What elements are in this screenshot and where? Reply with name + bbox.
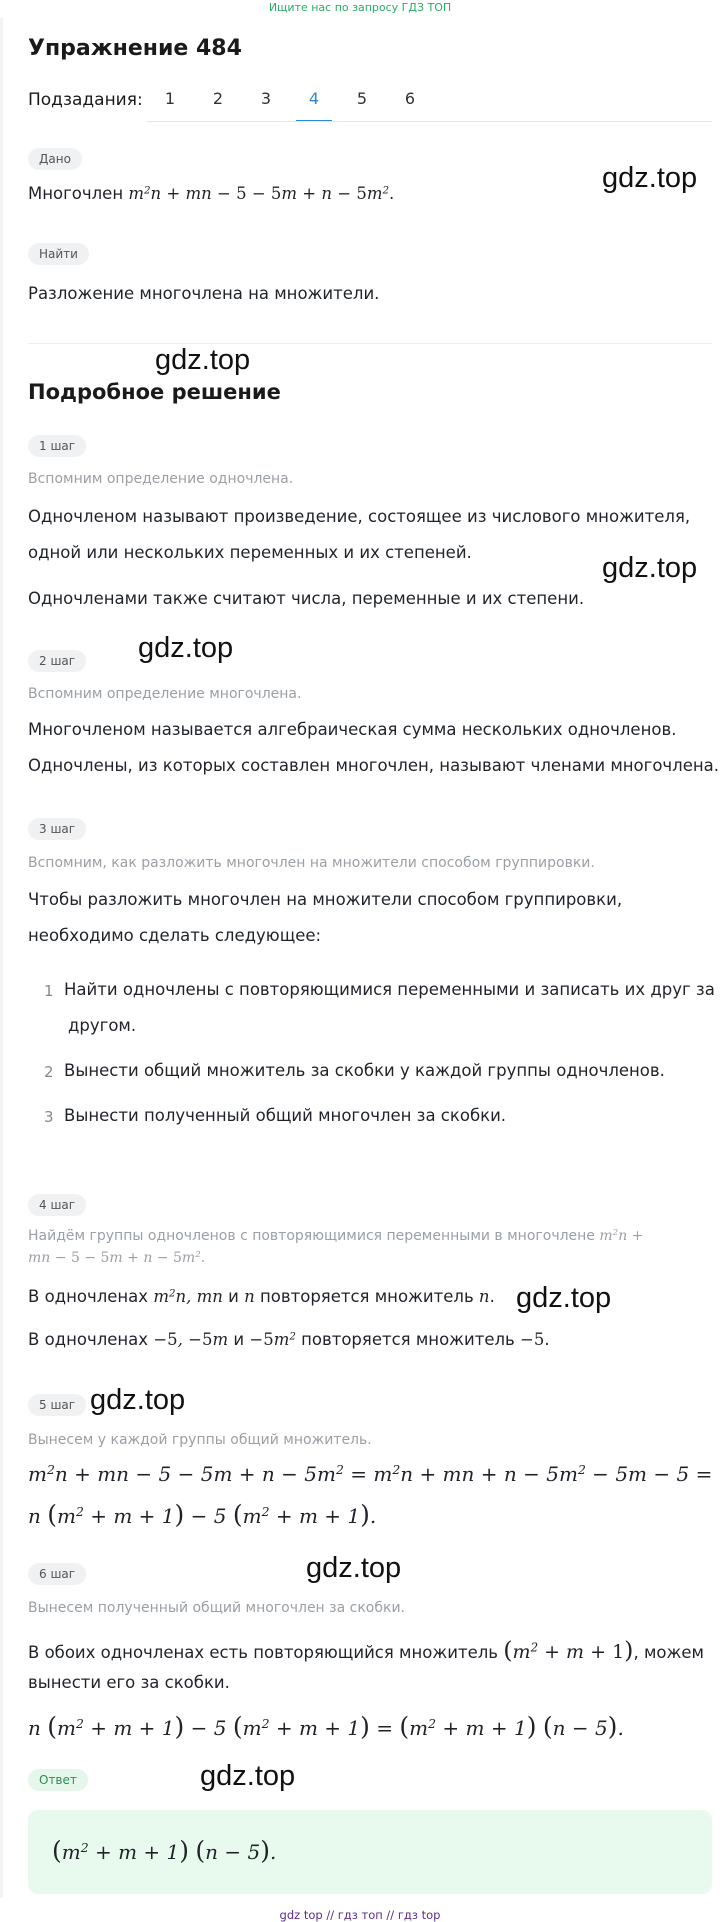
step-badge: 5 шаг [28,1394,86,1416]
text-part: , можем [633,1643,704,1662]
step-text: одной или нескольких переменных и их степеней. [28,543,472,562]
tab-6[interactable]: 6 [404,89,416,108]
step-hint: Вынесем полученный общий многочлен за скобки. [28,1600,405,1616]
step-text: вынести его за скобки. [28,1673,230,1692]
subtask-tabs [146,76,434,122]
step-text [28,1636,704,1664]
step-text: Одночленом называют произведение, состоящее из числового множителя, [28,507,691,526]
math-terms: −5, −5m [153,1330,229,1349]
step-hint [28,1228,643,1244]
step-hint: Вынесем у каждой группы общий множитель. [28,1432,372,1448]
math-term: $(m^2 + m + 1)$ [503,1636,634,1664]
watermark: gdz.top [138,632,234,664]
answer-badge: Ответ [28,1769,88,1791]
list-item: Вынести общий множитель за скобки у каждой группы одночленов. [64,1061,665,1080]
hint-polynomial-cont: mn − $5 - 5m + n - 5m^2$. [28,1250,206,1266]
step-text: необходимо сделать следующее: [28,926,322,945]
equation-line: $m^2n$ + mn − $5 - 5m + n - 5m^2 = m^2n$ + mn + $n - 5m^2 - 5m - 5$ = [28,1462,713,1486]
text-part: В одночленах [28,1330,149,1349]
list-number: 2 [44,1063,54,1081]
answer-formula: $(m^2 + m + 1) (n - 5)$. [52,1836,277,1865]
step-text: Многочленом называется алгебраическая сумма нескольких одночленов. [28,720,677,739]
footer-links[interactable]: gdz top // гдз топ // гдз top [279,1908,441,1922]
tab-2[interactable]: 2 [212,89,224,108]
list-item: Найти одночлены с повторяющимися переменными и записать их друг за [64,980,715,999]
page-title: Упражнение 484 [28,36,242,61]
step-text: Одночленами также считают числа, переменные и их степени. [28,589,585,608]
watermark: gdz.top [602,162,698,194]
step-badge: 4 шаг [28,1194,86,1216]
list-item: Вынести полученный общий многочлен за скобки. [64,1106,507,1125]
given-text: Многочлен $m^2n$ + mn − $5 - 5m + n - 5m^2$. [28,184,395,203]
list-number: 1 [44,982,54,1000]
math-term: n [244,1287,255,1306]
tab-1[interactable]: 1 [164,89,176,108]
step-hint-text: Найдём группы одночленов с повторяющимися переменными в многочлене [28,1228,595,1244]
step-hint: Вспомним определение многочлена. [28,686,302,702]
step-badge: 6 шаг [28,1563,86,1585]
step-hint: Вспомним, как разложить многочлен на множители способом группировки. [28,855,595,871]
list-number: 3 [44,1108,54,1126]
math-term: −5 [520,1330,545,1349]
step-badge: 1 шаг [28,435,86,457]
step-hint: Вспомним определение одночлена. [28,471,294,487]
step-text: Одночлены, из которых составлен многочлен, называют членами многочлена. [28,756,720,775]
math-term: n [478,1287,490,1306]
text-part: В одночленах [28,1287,149,1306]
step-badge: 2 шаг [28,650,86,672]
tab-5[interactable]: 5 [356,89,368,108]
find-badge: Найти [28,243,89,265]
watermark: gdz.top [516,1282,612,1314]
step-text: Чтобы разложить многочлен на множители способом группировки, [28,890,623,909]
solution-title: Подробное решение [28,380,281,404]
hint-polynomial: $m^2n$ + [599,1228,644,1244]
watermark: gdz.top [155,344,251,376]
given-label: Многочлен [28,184,124,203]
step-text: В одночленах $m^2n$, mn и n повторяется множитель n. [28,1287,495,1306]
tab-3[interactable]: 3 [260,89,272,108]
left-rule [0,18,3,1898]
math-term: $-5m^2$ [249,1330,296,1349]
watermark: gdz.top [306,1552,402,1584]
text-part: и [228,1287,239,1306]
text-part: повторяется множитель [301,1330,515,1349]
equation-line: n $(m^2 + m + 1) - 5$ $(m^2 + m + 1)$. [28,1500,377,1529]
given-polynomial: $m^2n$ + mn − $5 - 5m + n - 5m^2$ [128,184,389,203]
subtasks-label: Подзадания: [28,90,143,110]
section-divider [28,343,712,344]
step-text: В одночленах −5, −5m $и -5m^2$ повторяется множитель −5. [28,1330,550,1349]
text-part: повторяется множитель [260,1287,474,1306]
search-hint-banner: Ищите нас по запросу ГДЗ ТОП [268,1,452,14]
step-badge: 3 шаг [28,818,86,840]
text-part: и [233,1330,245,1349]
tabs-underline [146,121,712,122]
equation-line: n $(m^2 + m + 1) - 5$ $(m^2 + m + 1) = (m^2 + m + 1) (n - 5)$. [28,1712,624,1741]
given-badge: Дано [28,148,82,170]
find-text: Разложение многочлена на множители. [28,284,380,303]
watermark: gdz.top [200,1760,296,1792]
watermark: gdz.top [602,552,698,584]
tab-4[interactable]: 4 [290,76,338,122]
math-terms: $m^2n$, mn [153,1287,223,1306]
text-part: В обоих одночленах есть повторяющийся множитель [28,1643,498,1662]
watermark: gdz.top [90,1384,186,1416]
list-item-cont: другом. [68,1016,137,1035]
